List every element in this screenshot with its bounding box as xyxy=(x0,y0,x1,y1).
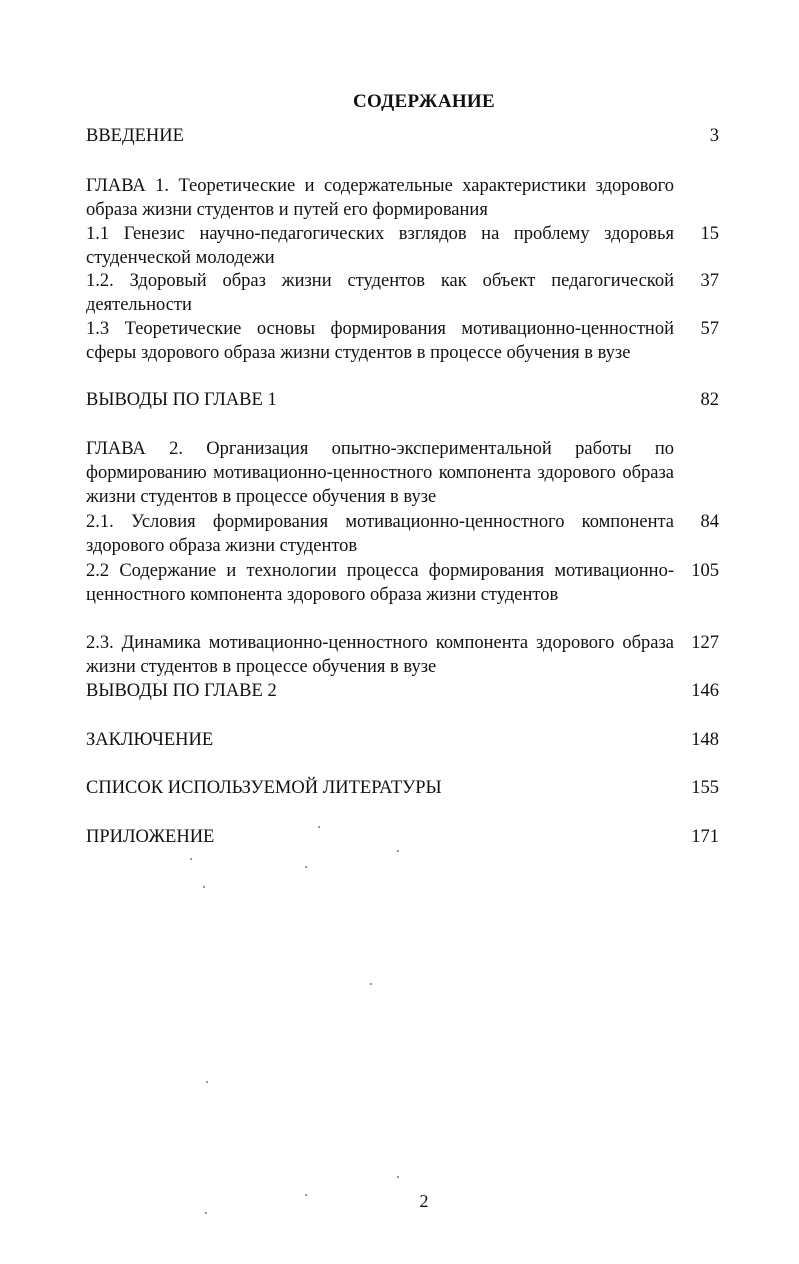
toc-entry-text: ГЛАВА 1. Теоретические и содержательные характеристики здорового образа жизни студентов и путей его формирования xyxy=(86,176,674,220)
toc-entry-page: 84 xyxy=(700,512,719,532)
scan-speck xyxy=(397,1176,399,1178)
toc-entry-page: 146 xyxy=(691,681,719,701)
toc-entry-text: 2.3. Динамика мотивационно-ценностного компонента здорового образа жизни студентов в процессе обучения в вузе xyxy=(86,633,674,677)
toc-entry-text: ВЫВОДЫ ПО ГЛАВЕ 2 xyxy=(86,681,277,701)
scan-speck xyxy=(397,850,399,852)
toc-entry-text: ГЛАВА 2. Организация опытно-экспериментальной работы по формированию мотивационно-ценностного компонента здорового образа жизни студентов в процессе обучения в вузе xyxy=(86,439,674,507)
toc-entry-page: 82 xyxy=(700,390,719,410)
toc-entry-page: 155 xyxy=(691,778,719,798)
toc-entry-page: 171 xyxy=(691,827,719,847)
scan-speck xyxy=(203,886,205,888)
toc-entry-page: 148 xyxy=(691,730,719,750)
toc-entry-conclusion xyxy=(86,728,719,752)
page-number: 2 xyxy=(419,1191,429,1211)
toc-entry-section-1-3 xyxy=(86,317,719,365)
toc-entry-text: ВЫВОДЫ ПО ГЛАВЕ 1 xyxy=(86,390,277,410)
toc-entry-text: СПИСОК ИСПОЛЬЗУЕМОЙ ЛИТЕРАТУРЫ xyxy=(86,778,442,798)
toc-entry-text: ВВЕДЕНИЕ xyxy=(86,126,184,146)
toc-entry-conclusions-1 xyxy=(86,388,719,412)
scan-speck xyxy=(318,826,320,828)
scan-speck xyxy=(206,1081,208,1083)
toc-entry-text: ПРИЛОЖЕНИЕ xyxy=(86,827,215,847)
toc-entry-introduction xyxy=(86,124,719,148)
toc-entry-section-2-1 xyxy=(86,510,719,558)
toc-entry-chapter-2 xyxy=(86,437,719,509)
toc-entry-conclusions-2 xyxy=(86,679,719,703)
page-title: СОДЕРЖАНИЕ xyxy=(353,91,495,112)
scan-speck xyxy=(205,1212,207,1214)
toc-entry-page: 37 xyxy=(700,271,719,291)
toc-entry-text: 1.1 Генезис научно-педагогических взглядов на проблему здоровья студенческой молодежи xyxy=(86,224,674,268)
toc-entry-section-2-2 xyxy=(86,559,719,607)
toc-entry-text: 1.3 Теоретические основы формирования мотивационно-ценностной сферы здорового образа жизни студентов в процессе обучения в вузе xyxy=(86,319,674,363)
toc-entry-page: 57 xyxy=(700,319,719,339)
toc-entry-section-1-2 xyxy=(86,269,719,317)
toc-entry-section-2-3 xyxy=(86,631,719,679)
toc-entry-page: 105 xyxy=(691,561,719,581)
toc-entry-text: 2.2 Содержание и технологии процесса формирования мотивационно-ценностного компонента здорового образа жизни студентов xyxy=(86,561,674,605)
toc-entry-appendix xyxy=(86,825,719,849)
toc-entry-text: 2.1. Условия формирования мотивационно-ценностного компонента здорового образа жизни студентов xyxy=(86,512,674,556)
toc-entry-page: 127 xyxy=(691,633,719,653)
toc-entry-chapter-1 xyxy=(86,174,719,222)
toc-entry-page: 3 xyxy=(709,126,719,146)
toc-entry-bibliography xyxy=(86,776,719,800)
toc-entry-page: 15 xyxy=(700,224,719,244)
scan-speck xyxy=(305,1194,307,1196)
toc-entry-text: ЗАКЛЮЧЕНИЕ xyxy=(86,730,214,750)
toc-entry-text: 1.2. Здоровый образ жизни студентов как объект педагогической деятельности xyxy=(86,271,674,315)
toc-entry-section-1-1 xyxy=(86,222,719,270)
scan-speck xyxy=(370,983,372,985)
scan-speck xyxy=(190,858,192,860)
scan-speck xyxy=(305,866,307,868)
